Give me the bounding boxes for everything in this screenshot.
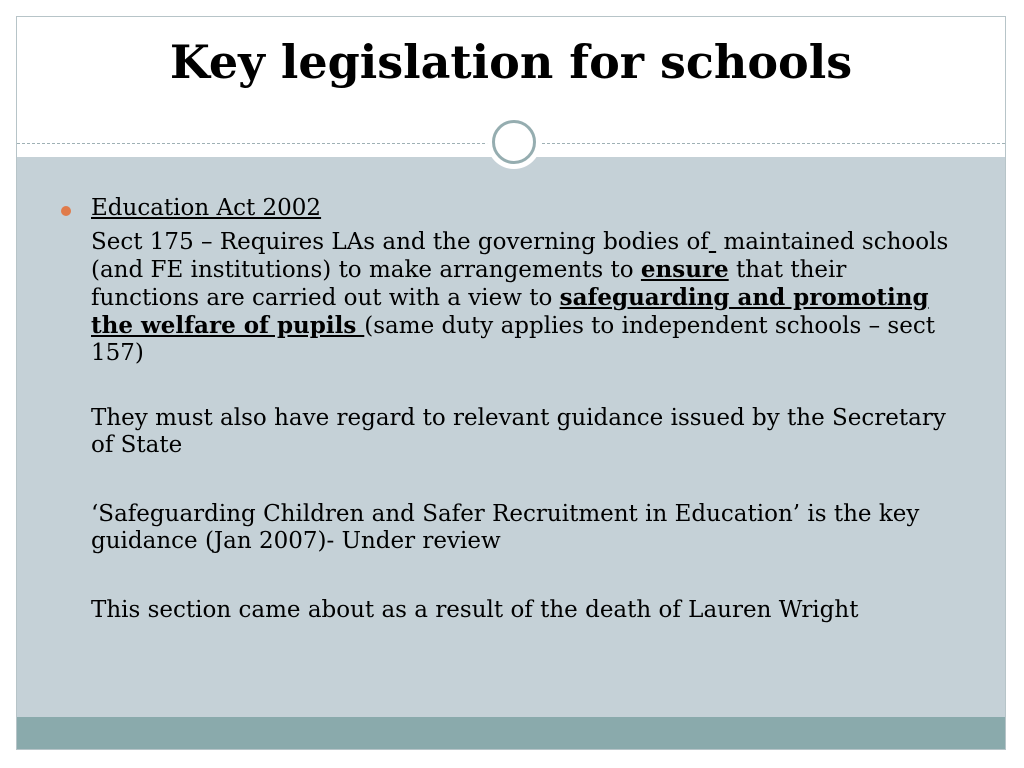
para1-ensure: ensure <box>640 256 729 283</box>
paragraph-guidance-regard: They must also have regard to relevant guidance issued by the Secretary of State <box>91 405 946 458</box>
circle-ring-icon <box>487 115 541 169</box>
para1-text-d: (same duty applies to independent schools – sect 157) <box>91 313 935 366</box>
paragraph-sect-175 <box>91 229 951 367</box>
slide <box>16 16 1006 750</box>
slide-title: Key legislation for schools <box>169 35 853 89</box>
para1-text-a: Sect 175 – Requires LAs and the governing bodies of <box>91 229 709 255</box>
para1-text-c: that their functions are carried out with a view to <box>91 257 847 311</box>
content-area <box>17 157 1005 717</box>
footer-band <box>17 717 1005 750</box>
para1-safeguarding: safeguarding and promoting the welfare of pupils <box>91 284 929 339</box>
para1-text-b: maintained schools (and FE institutions) to make arrangements to <box>91 229 949 283</box>
bullet-heading: Education Act 2002 <box>91 195 322 221</box>
circle-ring-inner <box>492 120 536 164</box>
bullet-dot-icon <box>61 206 71 216</box>
paragraph-key-guidance: ‘Safeguarding Children and Safer Recruitment in Education’ is the key guidance (Jan 2007)- Under review <box>91 501 920 554</box>
paragraph-lauren-wright: This section came about as a result of the death of Lauren Wright <box>91 597 859 623</box>
